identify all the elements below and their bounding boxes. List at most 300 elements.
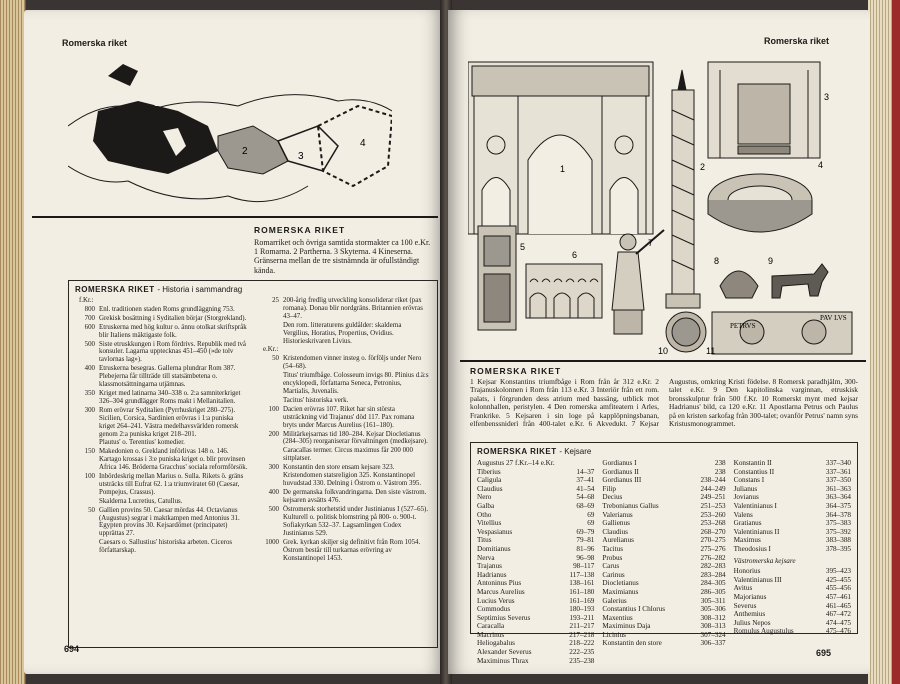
illustration-number-10: 10 (658, 346, 669, 356)
emperor-name: Antoninus Pius (477, 579, 522, 588)
timeline-text: Östromersk storhetstid under Justinianus I (527–65). Kulturell o. politisk blomstring på 800- o. 900-t. (283, 505, 429, 521)
timeline-entry (259, 406, 429, 430)
emperor-row (734, 493, 851, 502)
emperor-name: Domitianus (477, 544, 511, 553)
emperor-years: 69 (587, 510, 595, 519)
emperor-years: 305–306 (700, 605, 726, 614)
timeline-year: 700 (84, 314, 95, 322)
left-page-header: Romerska riket (62, 38, 128, 48)
emperor-row (734, 511, 851, 520)
emperor-years: 425–455 (825, 575, 851, 584)
illustration-number-2: 2 (700, 162, 706, 172)
emperor-name: Konstantin den store (602, 639, 662, 648)
timeline-entry (259, 506, 429, 522)
emperor-name: Jovianus (733, 493, 759, 502)
timeline-text: Etruskerna besegras. Gallerna plundrar Rom 387. Plebejerna får tillträde till statsämbetena o. klassmotsättningarna utjämnas. (99, 365, 236, 389)
timeline-entry (75, 341, 251, 365)
roman-palace-illustration (708, 62, 820, 158)
emperor-name: Filip (602, 484, 616, 493)
emperor-name: Trebonianus Gallus (602, 501, 659, 510)
timeline-year: 400 (84, 365, 95, 373)
timeline-year (259, 397, 283, 405)
emperor-years: 161–180 (569, 587, 595, 596)
emperor-row (602, 588, 725, 597)
emperor-row (602, 562, 725, 571)
ivory-carving-illustration (478, 226, 516, 330)
map-label-1: 1 (154, 98, 160, 109)
emperor-name: Gordianus I (602, 459, 637, 467)
emperor-name: Lucius Verus (477, 596, 515, 605)
timeline-text: Plautus' o. Terentius' komedier. (99, 439, 185, 447)
emperor-years: 286–305 (700, 587, 726, 596)
emperor-years: 308–312 (700, 613, 726, 622)
emperor-years: 69 (587, 519, 595, 528)
emperor-row (477, 614, 594, 623)
emperor-name: Valentinianus III (733, 575, 782, 584)
timeline-entry (259, 297, 429, 321)
timeline-year: 50 (88, 506, 95, 514)
emperor-years: 217–218 (569, 630, 595, 639)
emperor-years: 361–363 (825, 484, 851, 493)
emperor-row (602, 536, 725, 545)
map-label-4: 4 (360, 138, 366, 149)
emperor-row (602, 468, 725, 477)
emperor-row (477, 597, 594, 606)
emperor-row (734, 602, 851, 611)
emperor-row (477, 459, 594, 468)
timeline-entry (75, 315, 251, 323)
timeline-year: 100 (268, 405, 279, 413)
emperor-name: Vitellius (477, 519, 502, 528)
timeline-era-ad: e.Kr.: (263, 346, 279, 354)
emperor-row (734, 567, 851, 576)
emperor-name: Maximinus Daja (602, 622, 651, 631)
timeline-entry (259, 464, 429, 488)
timeline-entry (75, 507, 251, 539)
emperor-name: Aurelianus (602, 536, 634, 545)
timeline-year (75, 539, 99, 555)
emperor-row (602, 554, 725, 563)
emperor-name: Gordianus II (602, 467, 639, 476)
emperor-row (477, 562, 594, 571)
emperor-years: 455–456 (825, 584, 851, 593)
emperor-name: Vespasianus (477, 527, 513, 536)
emperor-name: Theodosius I (733, 544, 771, 553)
emperor-name: Commodus (477, 605, 511, 614)
timeline-text: Etruskerna med hög kultur o. ännu otolkat skriftspråk blir Italiens mäktigaste folk. (99, 323, 247, 339)
right-page-header: Romerska riket (764, 36, 830, 46)
emperor-years: 68–69 (576, 501, 595, 510)
emperor-row (477, 588, 594, 597)
emperor-years: 253–268 (700, 519, 726, 528)
emperor-row (602, 485, 725, 494)
emperor-years: 307–324 (700, 630, 726, 639)
timeline-text: Kriget med latinarna 340–338 o. 2:a samniterkriget 326–304 grundlägger Roms makt i Mellanitalien. (99, 389, 241, 405)
emperor-name: Probus (602, 553, 623, 562)
emperor-name: Caracalla (477, 622, 505, 631)
emperor-years: 364–375 (825, 501, 851, 510)
emperor-name: Constantius I Chlorus (602, 605, 666, 614)
emperor-years: 378–395 (825, 544, 851, 553)
map-rule (32, 216, 438, 218)
timeline-text: Tacitus' historiska verk. (283, 396, 349, 404)
emperor-row (477, 493, 594, 502)
emperor-years: 98–117 (573, 562, 595, 571)
emperor-row (477, 622, 594, 631)
emperor-row (477, 639, 594, 648)
emperor-years: 282–283 (700, 562, 726, 571)
emperor-years: 222–235 (569, 648, 595, 657)
emperor-row (734, 576, 851, 585)
emperor-years: 249–251 (700, 493, 726, 502)
emperor-years: 375–392 (825, 527, 851, 536)
emperor-row (477, 579, 594, 588)
timeline-year: 800 (84, 305, 95, 313)
emperor-name: Augustus 27 f.Kr.–14 e.Kr. (477, 459, 555, 467)
illustrations-caption (470, 366, 858, 428)
emperor-years: 283–284 (700, 570, 726, 579)
emperor-name: Trajanus (477, 562, 502, 571)
emperor-name: Claudius (602, 527, 628, 536)
emperor-years: 138–161 (569, 579, 595, 588)
emperor-years: 475–476 (825, 627, 851, 636)
emperor-name: Alexander Severus (477, 648, 532, 657)
timeline-text: Enl. traditionen staden Roms grundläggning 753. (99, 305, 235, 313)
illustration-number-7: 7 (648, 238, 654, 248)
timeline-year (75, 498, 99, 506)
timeline-text: Caracallas termer. Circus maximus får 200 000 sittplatser. (283, 447, 413, 463)
emperor-years: 161–169 (569, 596, 595, 605)
timeline-year (259, 372, 283, 396)
timeline-entry (259, 322, 429, 346)
timeline-year: 300 (268, 464, 279, 472)
emperor-name: Severus (733, 601, 757, 610)
emperor-row (734, 545, 851, 554)
emperor-years: 238 (714, 459, 726, 467)
emperor-row (734, 476, 851, 485)
timeline-text: Rom erövrar Syditalien (Pyrrhuskriget 280–275). Sicilien, Corsica, Sardinien erövras i 1:a puniska kriget 264–241. Västra medelhavsvärlden romersk genom 2:a puniska kriget 218–201. (99, 406, 239, 438)
emperor-name: Maximus (733, 536, 761, 545)
emperor-name: Gallienus (602, 519, 630, 528)
emperor-name: Valentinianus II (733, 527, 780, 536)
trajan-column-illustration (666, 70, 700, 308)
timeline-year: 500 (268, 505, 279, 513)
parade-helmet-illustration (720, 271, 758, 298)
illustration-number-11: 11 (706, 346, 716, 356)
emperor-name: Julius Nepos (733, 618, 771, 627)
timeline-entry (259, 489, 429, 505)
emperor-years: 14–37 (576, 467, 595, 476)
timeline-year: 1000 (265, 539, 279, 547)
timeline-entry (259, 447, 429, 463)
emperor-years: 193–211 (569, 613, 595, 622)
emperor-row (734, 528, 851, 537)
capitoline-wolf-illustration (772, 264, 828, 298)
augustus-statue-illustration (612, 230, 664, 334)
emperor-years: 54–68 (576, 493, 595, 502)
emperor-row (734, 536, 851, 545)
emperor-years: 467–472 (825, 610, 851, 619)
emperor-name: Tacitus (602, 544, 624, 553)
illustration-number-4: 4 (818, 160, 824, 170)
emperor-row (734, 584, 851, 593)
timeline-entry (75, 448, 251, 472)
timeline-text: Titus' triumfbåge. Colosseum invigs 80. Plinius d.ä:s encyklopedi, författarna Seneca, Petronius, Martialis, Juvenalis. (283, 372, 429, 395)
emperor-name: Titus (477, 536, 492, 545)
emperor-row (602, 597, 725, 606)
emperor-name: Maximinus Thrax (477, 656, 529, 665)
emperor-row (477, 545, 594, 554)
timeline-text: Dacien erövras 107. Riket har sin största utsträckning vid Trajanus' död 117. Pax romana bryts under Marcus Aurelius (161–180). (283, 405, 415, 429)
emperor-years: 364–378 (825, 510, 851, 519)
emperor-name: Tiberius (477, 467, 501, 476)
emperor-name: Constans I (733, 476, 765, 485)
emperor-name: Caligula (477, 476, 502, 485)
emperor-row (734, 459, 851, 468)
emperor-row (477, 605, 594, 614)
emperor-row (734, 619, 851, 628)
amphitheatre-illustration (708, 174, 812, 232)
timeline-year: 600 (84, 323, 95, 331)
illustration-number-3: 3 (824, 92, 830, 102)
emperor-years: 235–238 (569, 656, 595, 665)
timeline-entry (259, 431, 429, 447)
emperor-years: 308–313 (700, 622, 726, 631)
illustration-number-9: 9 (768, 256, 774, 266)
left-page (24, 10, 444, 674)
timeline-entry (75, 390, 251, 406)
emperor-years: 284–305 (700, 579, 726, 588)
emperor-years: 244–249 (700, 484, 726, 493)
illustrations-caption-title: ROMERSKA RIKET (470, 366, 562, 376)
emperor-years: 383–388 (825, 536, 851, 545)
timeline-year: 200 (268, 430, 279, 438)
emperor-years: 270–275 (700, 536, 726, 545)
roman-empire-map (68, 56, 392, 214)
emperor-row (602, 614, 725, 623)
timeline-year (259, 322, 283, 346)
emperor-row (602, 622, 725, 631)
emperor-row (477, 502, 594, 511)
emperor-years: 238 (714, 467, 726, 476)
emperor-name: Gratianus (733, 519, 762, 528)
emperor-row (734, 502, 851, 511)
emperor-row (477, 476, 594, 485)
emperor-row (477, 648, 594, 657)
map-caption-text: Romarriket och övriga samtida stormakter ca 100 e.Kr. 1 Romarna. 2 Partherna. 3 Skyterna. 4 Kineserna. Gränserna mellan de tre sistnämnda är ofullständigt kända. (254, 238, 431, 275)
emperor-name: Honorius (733, 567, 761, 576)
map-caption (254, 225, 434, 275)
timeline-year: 300 (84, 406, 95, 414)
timeline-left-column (75, 297, 251, 564)
page-number-right: 695 (816, 648, 832, 658)
timeline-text: Siste etruskkungen i Rom fördrivs. Republik med två konsuler. Lagarna upptecknas 451–450 (»de tolv tavlornas lag»). (99, 340, 246, 364)
emperor-row (734, 468, 851, 477)
emperor-row (734, 485, 851, 494)
emperor-name: Marcus Aurelius (477, 587, 525, 596)
emperor-name: Romulus Augustulus (733, 627, 794, 636)
emperor-name: Carus (602, 562, 620, 571)
emperor-row (477, 554, 594, 563)
west-emperors-heading: Västromerska kejsare (733, 556, 796, 565)
emperor-name: Valentinianus I (733, 501, 777, 510)
emperor-years: 363–364 (825, 493, 851, 502)
emperor-name: Carinus (602, 570, 625, 579)
emperor-years: 306–337 (700, 639, 726, 648)
emperor-name: Konstantin II (733, 459, 772, 467)
emperor-row (477, 528, 594, 537)
emperor-name: Maxentius (602, 613, 633, 622)
emperor-years: 96–98 (576, 553, 595, 562)
timeline-entry (75, 498, 251, 506)
timeline-text: Inbördeskrig mellan Marius o. Sulla. Rikets ö. gräns utsträcks till Eufrat 62. 1:a triumviratet 60 (Caesar, Pompejus, Crassus). (99, 473, 244, 496)
emperor-name: Avitus (733, 584, 753, 593)
illustrations-plate (468, 50, 858, 358)
book-edge-left (0, 0, 26, 684)
page-number-left: 694 (64, 644, 80, 654)
emperor-row (602, 605, 725, 614)
emperor-years: 238–244 (700, 476, 726, 485)
timeline-entry (75, 365, 251, 389)
emperor-name: Galba (477, 501, 495, 510)
illustration-number-8: 8 (714, 256, 720, 266)
emperor-name: Gordianus III (602, 476, 642, 485)
timeline-text: Gallien provins 50. Caesar mördas 44. Octavianus (Augustus) segrar i maktkampen med Antonius 31. Egypten provins 30. Kejsardömet (principatet) upprättas 27. (99, 506, 240, 538)
emperor-row (602, 639, 725, 648)
emperor-years: 337–350 (825, 476, 851, 485)
timeline-year: 500 (84, 340, 95, 348)
emperor-years: 218–222 (569, 639, 595, 648)
emperor-row (602, 571, 725, 580)
emperors-column-2 (602, 459, 725, 665)
emperor-row (734, 610, 851, 619)
timeline-entry (259, 397, 429, 405)
emperor-row (602, 519, 725, 528)
emperor-name: Maximianus (602, 587, 639, 596)
emperor-name: Heliogabalus (477, 639, 515, 648)
emperor-row (602, 631, 725, 640)
timeline-entry (75, 306, 251, 314)
timeline-year: 400 (268, 488, 279, 496)
emperor-row (602, 493, 725, 502)
timeline-entry (259, 522, 429, 538)
timeline-text: Caesars o. Sallustius' historiska arbeten. Ciceros författarskap. (99, 539, 233, 555)
timeline-year: 100 (84, 473, 95, 481)
timeline-year: 25 (272, 297, 279, 304)
map-label-3: 3 (298, 151, 304, 162)
timeline-text: Grekisk bosättning i Syditalien börjar (Storgrekland). (99, 314, 247, 322)
emperor-row (602, 545, 725, 554)
timeline-text: Sofiakyrkan 532–37. Lagsamlingen Codex Justinianus 529. (283, 522, 402, 538)
emperor-row (477, 485, 594, 494)
illustrations-caption-text: 1 Kejsar Konstantins triumfbåge i Rom från år 312 e.Kr. 2 Trajanuskolonnen i Rom från 113 e.Kr. 3 Interiör från ett rom. palats, i förgrunden dess atrium med bassäng, utblick mot kolonnhallen, peristylen. 4 Den romerska amfiteatern i Arles, Frankrike. 5 Kejsaren i sin loge på kapplöpningsbanan, elfenbenssniderì från 400-talet e.Kr. 6 Akvedukt. 7 Kejsar Augustus, omkring Kristi födelse. 8 Romersk paradhjälm, 300-talet e.Kr. 9 Den kapitolinska varginnan, etruskisk bronsskulptur från 500 f.Kr. 10 Romerskt mynt med kejsar Hadrianus' bild, ca 120 e.Kr. 11 Apostlarna Petrus och Paulus på en kristen sarkofag från 300-talet; ovanför Petrus' namn syns Kristusmonogrammet. (470, 377, 858, 429)
emperors-column-1 (477, 459, 594, 665)
emperor-years: 375–383 (825, 519, 851, 528)
history-timeline-box (68, 280, 438, 648)
emperor-years: 474–475 (825, 618, 851, 627)
emperor-row (734, 519, 851, 528)
timeline-text: Skalderna Lucretius, Catullus. (99, 497, 183, 505)
timeline-text: Makedonien o. Grekland införlivas 148 o. 146. Kartago krossas i 3:e puniska kriget o. blir provinsen Africa 146. Bröderna Gracchus' sociala reformförsök. (99, 448, 248, 472)
emperor-row (602, 502, 725, 511)
emperor-name: Diocletianus (602, 579, 639, 588)
emperor-name: Decius (602, 493, 623, 502)
map-caption-title: ROMERSKA RIKET (254, 225, 346, 235)
emperors-column-3 (734, 459, 851, 665)
emperor-years: 211–217 (569, 622, 595, 631)
timeline-text: Konstantin den store ensam kejsare 323. Kristendomen statsreligion 325. Konstantinopel huvudstad 330. Delning i Östrom o. Västrom 395. (283, 464, 422, 487)
timeline-title: ROMERSKA RIKET - Historia i sammandrag (75, 285, 243, 294)
emperor-row (602, 459, 725, 468)
timeline-text: Den rom. litteraturens guldålder: skalderna Vergilius, Horatius, Propertius, Ovidius. Historieskrivaren Livius. (283, 321, 402, 345)
emperor-name: Hadrianus (477, 570, 507, 579)
emperor-row (477, 511, 594, 520)
emperor-name: Constantius II (733, 467, 775, 476)
emperor-years: 276–282 (700, 553, 726, 562)
timeline-year: 350 (84, 389, 95, 397)
timeline-year (259, 447, 283, 463)
emperor-years: 81–96 (576, 544, 595, 553)
timeline-text: De germanska folkvandringarna. Den siste västrom. kejsaren avsätts 476. (283, 488, 427, 504)
book-edge-right (868, 0, 900, 684)
emperor-row (602, 511, 725, 520)
emperor-name: Majorianus (733, 592, 767, 601)
emperor-name: Claudius (477, 484, 503, 493)
emperor-row (477, 519, 594, 528)
emperor-years: 69–79 (576, 527, 595, 536)
timeline-year: 150 (84, 448, 95, 456)
timeline-text: Kristendomen vinner insteg o. förföljs under Nero (54–68). (283, 355, 422, 371)
timeline-entry (259, 372, 429, 396)
emperor-years: 337–361 (825, 467, 851, 476)
coin-text-petrus: PETRVS (730, 322, 756, 330)
emperor-years: 79–81 (576, 536, 595, 545)
plate-rule (460, 360, 866, 362)
emperor-row (477, 536, 594, 545)
emperor-row (734, 627, 851, 636)
emperor-years: 461–465 (825, 601, 851, 610)
illustration-number-6: 6 (572, 250, 578, 260)
emperor-row (734, 593, 851, 602)
coin-text-paulus: PAV LVS (820, 314, 847, 322)
timeline-entry (75, 407, 251, 439)
emperor-row (477, 657, 594, 666)
timeline-text: Grek. kyrkan skiljer sig definitivt från Rom 1054. Östrom består till turkarnas erövring av Konstantinopel 1453. (283, 539, 421, 563)
emperors-title: ROMERSKA RIKET - Kejsare (477, 447, 592, 456)
illustration-number-5: 5 (520, 242, 526, 252)
emperor-row (477, 468, 594, 477)
emperor-name: Julianus (733, 484, 758, 493)
timeline-entry (259, 355, 429, 371)
emperor-name: Nerva (477, 553, 495, 562)
timeline-year (259, 522, 283, 538)
triumphal-arch-illustration (468, 62, 653, 234)
illustration-number-1: 1 (560, 164, 566, 174)
emperor-name: Galerius (602, 596, 627, 605)
timeline-year: 50 (272, 355, 279, 363)
map-label-2: 2 (242, 146, 248, 157)
timeline-entry (75, 439, 251, 447)
emperor-years: 275–276 (700, 544, 726, 553)
emperor-years: 41–54 (576, 484, 595, 493)
emperor-years: 268–270 (700, 527, 726, 536)
emperor-row (602, 528, 725, 537)
emperor-years: 37–41 (576, 476, 595, 485)
emperor-years: 337–340 (825, 459, 851, 467)
hadrian-coin-illustration (666, 312, 706, 352)
emperor-years: 117–138 (569, 570, 595, 579)
timeline-right-column (259, 297, 429, 564)
